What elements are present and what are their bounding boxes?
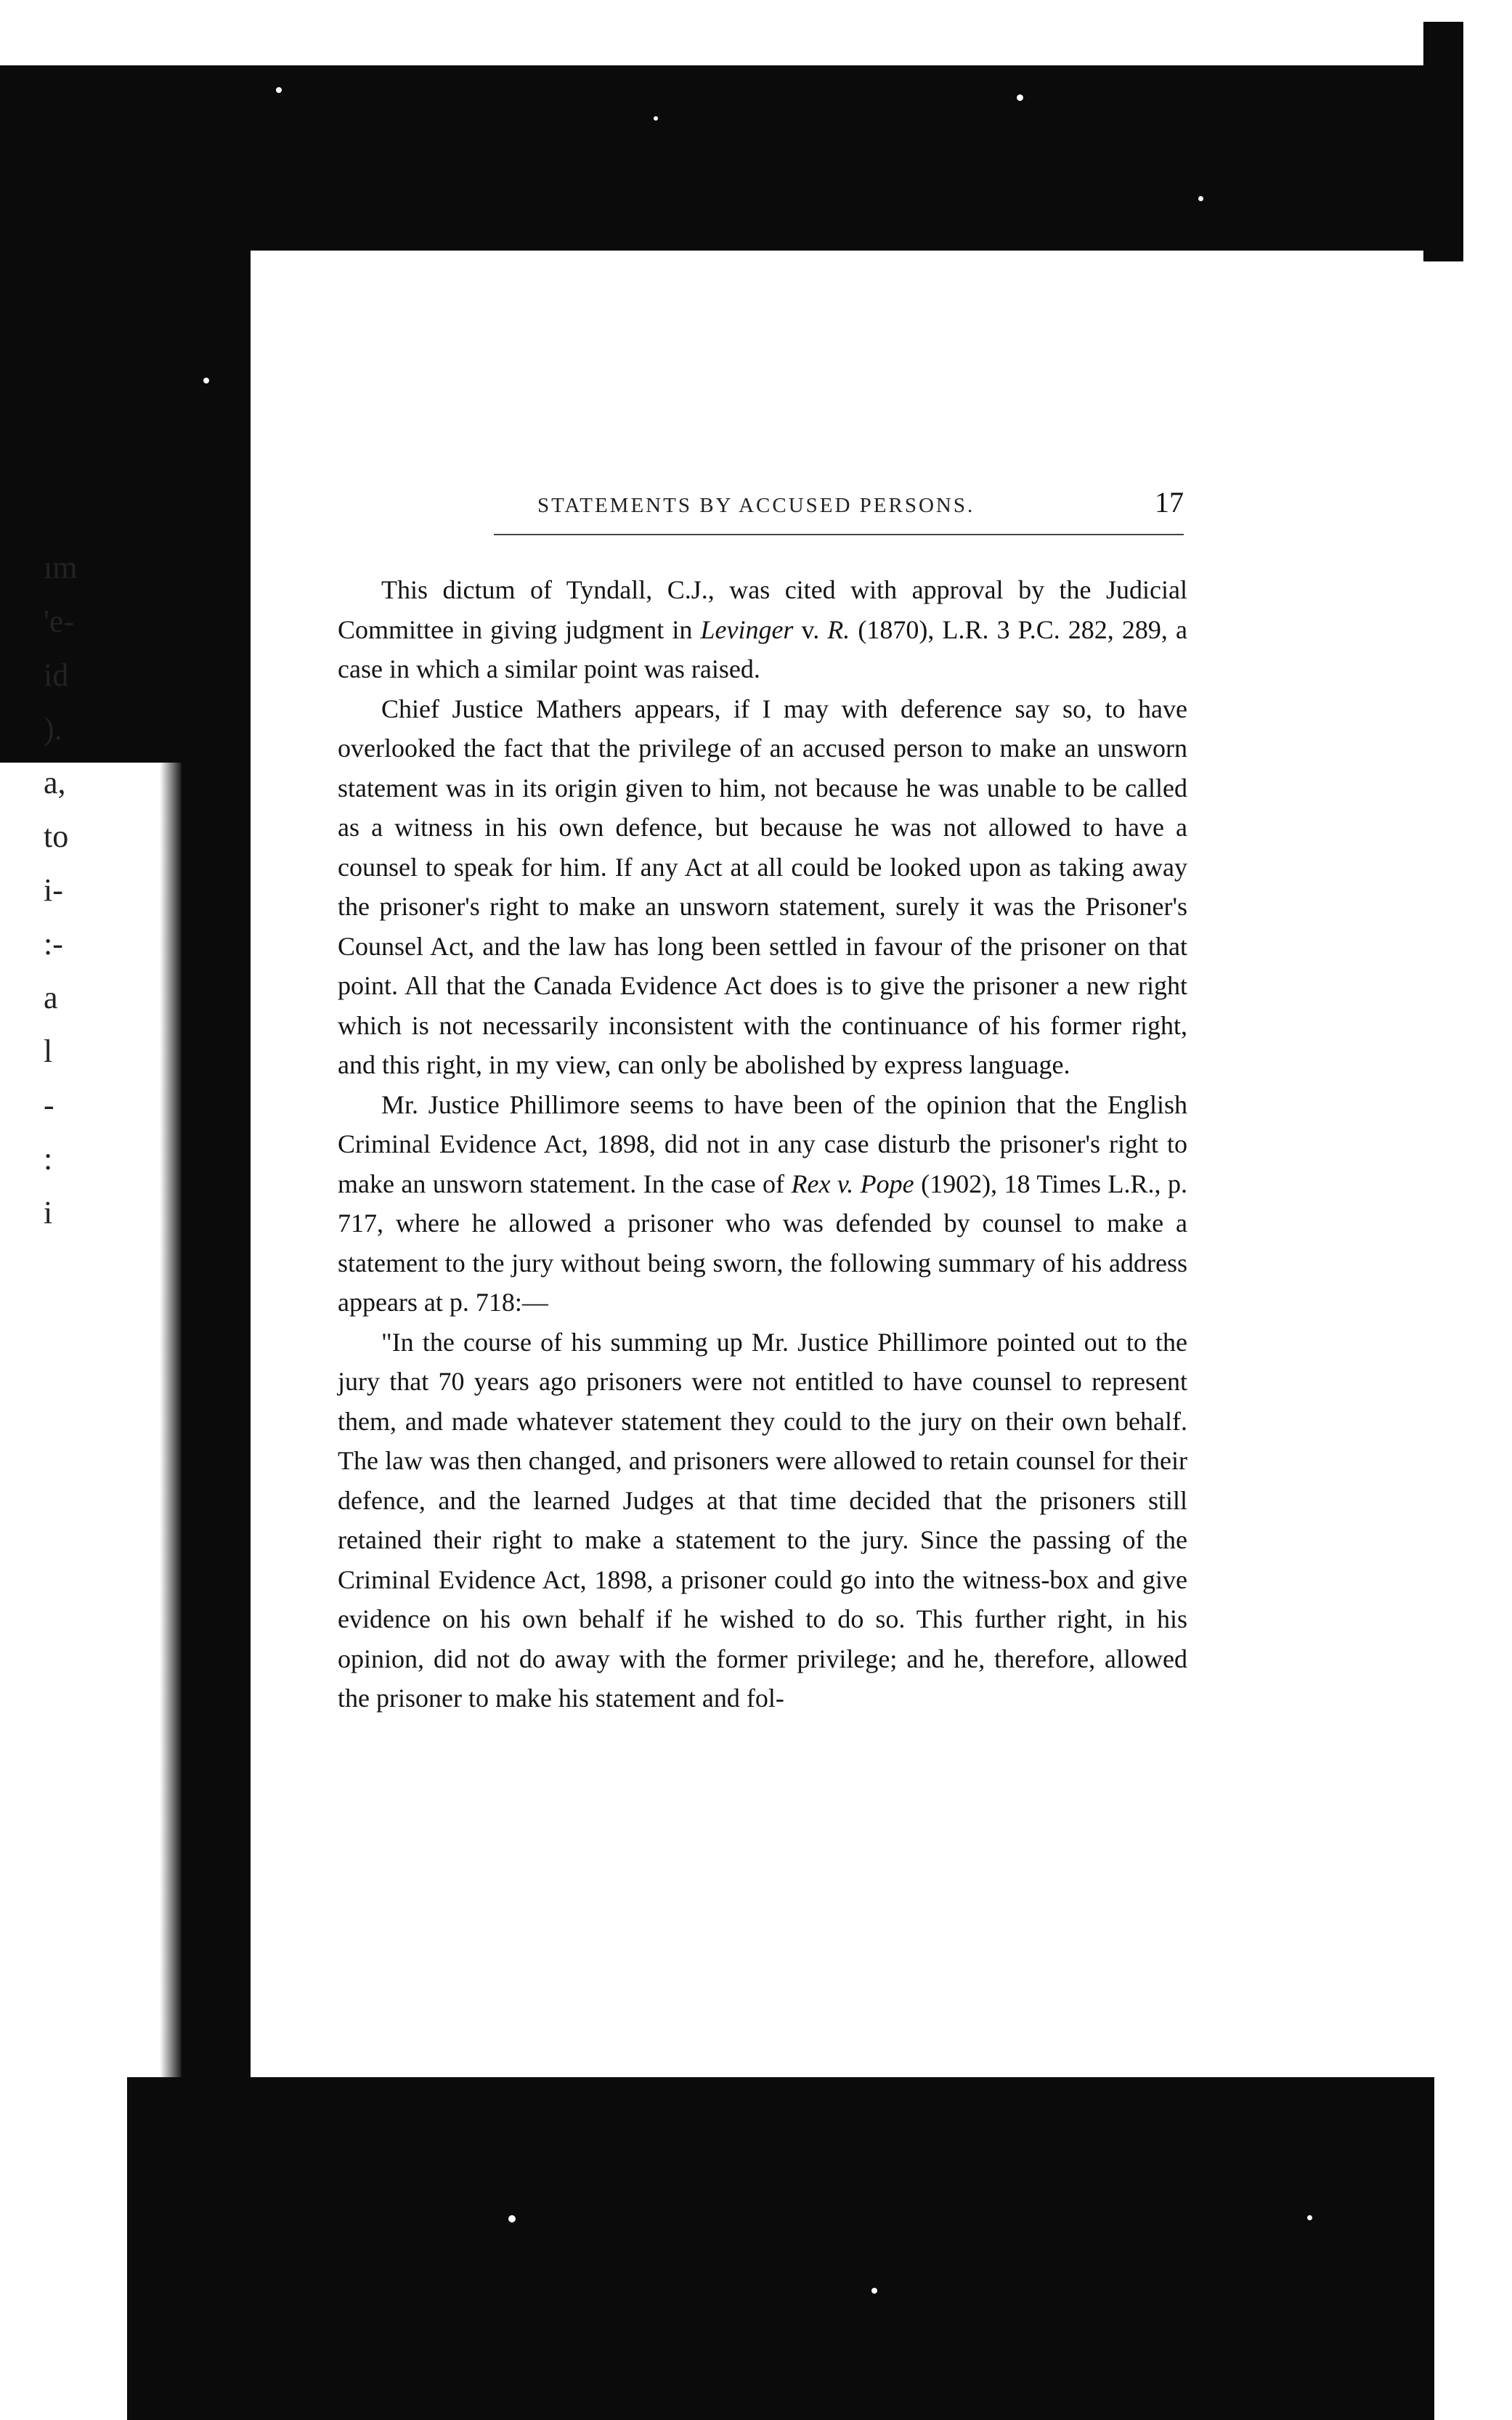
scan-speck [508,2215,516,2222]
adjacent-page-fragments [44,541,131,1240]
margin-fragment: a [44,980,58,1015]
paragraph-1 [338,570,1187,689]
body-text [338,570,1187,1718]
margin-fragment: a, [44,765,66,800]
page-number: 17 [1155,486,1184,519]
text-run: (1902), 18 Times L.R., p. 717, where he allowed a prisoner who was defended by counsel to make a statement to the jury without being sworn, the following summary of his address appears at p. 718:— [338,1169,1187,1317]
quoted-paragraph: "In the course of his summing up Mr. Justice Phillimore pointed out to the jury that 70 years ago prisoners were not entitled to have counsel to represent them, and made whatever statement they could to the jury on their own behalf. The law was then changed, and prisoners were allowed to retain counsel for their defence, and the learned Judges at that time decided that the prisoners still retained their right to make a statement to the jury. Since the passing of the Criminal Evidence Act, 1898, a prisoner could go into the witness-box and give evidence on his own behalf if he wished to do so. This further right, in his opinion, did not do away with the former privilege; and he, therefore, allowed the prisoner to make his statement and fol- [338,1327,1187,1713]
paragraph-3 [338,1085,1187,1323]
running-head: STATEMENTS BY ACCUSED PERSONS. [537,494,975,517]
margin-fragment: l [44,1034,53,1069]
scan-speck [203,378,209,383]
margin-fragment: to [44,819,69,854]
margin-fragment: ). [44,711,62,747]
scan-border-right [1423,22,1463,261]
margin-fragment: i [44,1195,53,1230]
text-run: (1870), L.R. 3 P.C. 282, 289, a case in which a similar point was raised. [338,614,1187,683]
margin-fragment: id [44,657,69,693]
page-header [537,485,1184,519]
case-name: Rex v. Pope [791,1169,914,1198]
case-name: Levinger [700,614,794,644]
margin-fragment: :- [44,926,63,962]
scan-speck [871,2288,877,2294]
scan-speck [276,87,282,93]
scan-margin-bottom-left [0,2084,127,2420]
scan-speck [1307,2215,1312,2220]
scan-speck [1017,94,1023,101]
text-run: Mr. Justice Phillimore seems to have been of the opinion that the English Criminal Evidence Act, 1898, did not in any case disturb the prisoner's right to make an unsworn statement. In the case of [338,1089,1187,1198]
text-run: This dictum of Tyndall, C.J., was cited with approval by the Judicial Committee in giving judgment in [338,575,1187,644]
case-name: R. [827,614,850,644]
margin-fragment: : [44,1141,53,1177]
margin-fragment: - [44,1087,54,1123]
text-run: v. [793,614,828,644]
margin-fragment: 'e- [44,604,75,639]
paragraph-2: Chief Justice Mathers appears, if I may with deference say so, to have overlooked the fact that the privilege of an accused person to make an unsworn statement was in its origin given to him, not because he was unable to be called as a witness in his own defence, but because he was not allowed to have a counsel to speak for him. If any Act at all could be looked upon as taking away the prisoner's right to make an unsworn statement, surely it was the Prisoner's Counsel Act, and the law has long been settled in favour of the prisoner on that point. All that the Canada Evidence Act does is to give the prisoner a new right which is not necessarily inconsistent with the continuance of his former right, and this right, in my view, can only be abolished by express language. [338,694,1187,1079]
header-rule [494,534,1184,535]
scan-speck [1198,196,1203,201]
scan-border-bottom [127,2077,1434,2420]
scan-speck [654,116,658,121]
margin-fragment: ım [44,550,78,585]
margin-fragment: i- [44,872,63,908]
